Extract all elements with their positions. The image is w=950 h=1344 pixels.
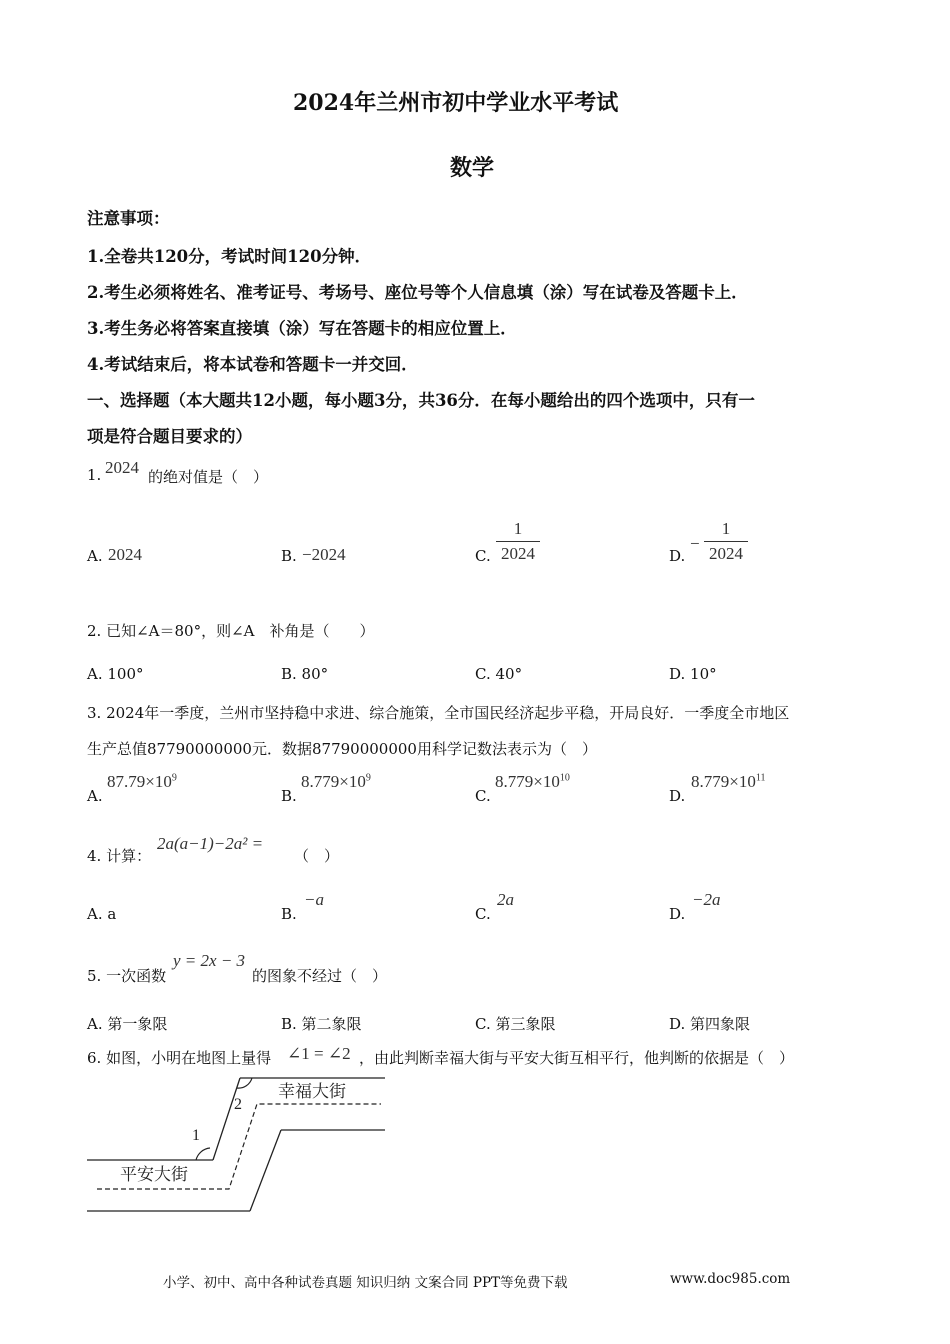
q6-street-figure [80, 1068, 400, 1218]
notice-heading: 注意事项： [87, 209, 170, 228]
q3-option-c-label: C. [475, 787, 491, 805]
q1-option-c-fraction [496, 519, 540, 564]
fraction-bar [704, 541, 748, 542]
q4-option-c-value: 2a [497, 890, 514, 909]
q1-option-d-numerator: 1 [721, 519, 731, 538]
q3-option-d-base: 8.779×10 [691, 772, 756, 791]
q4-option-c-label: C. [475, 905, 491, 923]
q6-prefix: 6. 如图，小明在地图上量得 [87, 1049, 272, 1067]
street-label-bottom: 平安大街 [120, 1165, 188, 1185]
footer-url[interactable]: www.doc985.com [670, 1271, 791, 1287]
q3-option-b-exponent: 9 [365, 772, 371, 784]
q1-option-c-numerator: 1 [513, 519, 523, 538]
q3-option-c-exponent: 10 [559, 772, 570, 784]
q5-option-b: B. 第二象限 [281, 1015, 362, 1033]
q1-option-d-denominator: 2024 [709, 544, 743, 563]
q5-prefix: 5. 一次函数 [87, 967, 167, 985]
q2-option-b: B. 80° [281, 665, 329, 683]
q5-option-c: C. 第三象限 [475, 1015, 556, 1033]
q6-math: ∠1 = ∠2 [287, 1044, 351, 1063]
q3-option-b-base: 8.779×10 [301, 772, 366, 791]
notice-item-1: 1.全卷共120分，考试时间120分钟． [87, 247, 372, 266]
q1-option-c-denominator: 2024 [501, 544, 535, 563]
q2-option-d: D. 10° [669, 665, 717, 683]
diagonal-lower [250, 1130, 281, 1211]
q6-suffix: ，由此判断幸福大街与平安大街互相平行，他判断的依据是（ ） [359, 1049, 795, 1067]
footer-text: 小学、初中、高中各种试卷真题 知识归纳 文案合同 PPT等免费下载 [163, 1275, 568, 1291]
q3-option-a-label: A. [87, 787, 103, 805]
q1-option-d-label: D. [669, 547, 686, 565]
q5-option-a: A. 第一象限 [87, 1015, 168, 1033]
q4-prefix: 4. 计算： [87, 847, 152, 865]
angle-1-arc [196, 1148, 210, 1160]
q4-option-b-value: −a [304, 890, 324, 909]
q4-suffix: （ ） [294, 847, 340, 865]
q1-option-b-value: −2024 [302, 545, 346, 564]
q4-option-d-label: D. [669, 905, 686, 923]
section-heading-cont: 项是符合题目要求的） [87, 427, 252, 446]
notice-item-3: 3.考生务必将答案直接填（涂）写在答题卡的相应位置上． [87, 319, 517, 338]
q5-option-d: D. 第四象限 [669, 1015, 751, 1033]
q3-option-a-exponent: 9 [171, 772, 177, 784]
q3-option-d-label: D. [669, 787, 686, 805]
angle-2-label: 2 [234, 1096, 242, 1113]
q1-number: 1. [87, 466, 102, 484]
street-label-top: 幸福大街 [278, 1082, 346, 1102]
q5-math: y = 2x − 3 [173, 951, 246, 970]
q2-option-c: C. 40° [475, 665, 523, 683]
q4-option-d-value: −2a [692, 890, 721, 909]
q3-option-d-exponent: 11 [755, 772, 766, 784]
fraction-bar [496, 541, 540, 542]
q3-option-a-value [107, 772, 177, 792]
q1-math: 2024 [105, 458, 139, 477]
q3-text-line2: 生产总值87790000000元．数据87790000000用科学记数法表示为（ ） [87, 740, 597, 758]
angle-1-label: 1 [192, 1127, 200, 1144]
notice-item-2: 2.考生必须将姓名、准考证号、考场号、座位号等个人信息填（涂）写在试卷及答题卡上． [87, 283, 748, 302]
q1-option-a-label: A. [87, 547, 103, 565]
q3-text-line1: 3. 2024年一季度，兰州市坚持稳中求进、综合施策，全市国民经济起步平稳，开局良好．一季度全市地区 [87, 704, 790, 722]
q3-option-b-label: B. [281, 787, 297, 805]
q1-option-b-label: B. [281, 547, 297, 565]
q4-option-b-label: B. [281, 905, 297, 923]
q3-option-a-base: 87.79×10 [107, 772, 172, 791]
diagonal-upper [213, 1078, 240, 1160]
subject-title: 数学 [450, 155, 495, 181]
q1-text: 的绝对值是（ ） [148, 468, 269, 486]
q4-math: 2a(a−1)−2a² = [157, 834, 264, 853]
q3-option-c-base: 8.779×10 [495, 772, 560, 791]
q3-option-d-value [691, 772, 765, 792]
q5-suffix: 的图象不经过（ ） [252, 967, 388, 985]
q1-option-c-label: C. [475, 547, 491, 565]
q2-text: 2. 已知∠A＝80°，则∠A 补角是（ ） [87, 622, 375, 640]
exam-title: 2024年兰州市初中学业水平考试 [293, 90, 619, 116]
section-heading: 一、选择题（本大题共12小题，每小题3分，共36分．在每小题给出的四个选项中，只有一 [87, 391, 755, 410]
q3-option-b-value [301, 772, 371, 792]
q4-option-a: A. a [87, 905, 117, 923]
q1-option-d-sign: − [690, 534, 700, 553]
q2-option-a: A. 100° [87, 665, 144, 683]
q1-option-d-fraction [704, 519, 748, 564]
q1-option-a-value: 2024 [108, 545, 142, 564]
notice-item-4: 4.考试结束后，将本试卷和答题卡一并交回． [87, 355, 418, 374]
q3-option-c-value [495, 772, 570, 792]
